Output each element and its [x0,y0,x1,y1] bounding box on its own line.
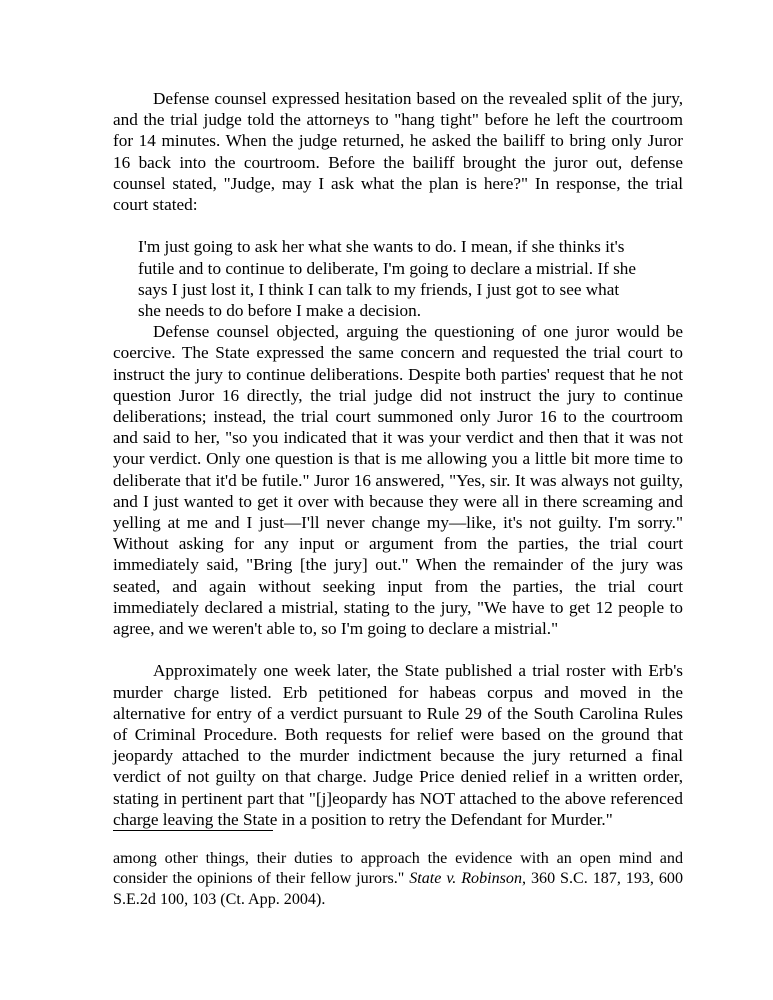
paragraph-defense-counsel-hesitation: Defense counsel expressed hesitation based on the revealed split of the jury, and the trial judge told the attorneys to "hang tight" before he left the courtroom for 14 minutes. When the judge returned, he asked the bailiff to bring only Juror 16 back into the courtroom. Before the bailiff brought the juror out, defense counsel stated, "Judge, may I ask what the plan is here?" In response, the trial court stated: [113,89,683,215]
paragraph-trial-roster-published: Approximately one week later, the State published a trial roster with Erb's murder charge listed. Erb petitioned for habeas corpus and moved in the alternative for entry of a verdict pursuant to Rule 29 of the South Carolina Rules of Criminal Procedure. Both requests for relief were based on the ground that jeopardy attached to the murder indictment because the jury returned a final verdict of not guilty on that charge. Judge Price denied relief in a written order, stating in pertinent part that "[j]eopardy has NOT attached to the above referenced charge leaving the State in a position to retry the Defendant for Murder." [113,661,683,829]
page-body-content [113,88,683,830]
paragraph-defense-counsel-objected: Defense counsel objected, arguing the questioning of one juror would be coercive. The State expressed the same concern and requested the trial court to instruct the jury to continue deliberations. Despite both parties' request that he not question Juror 16 directly, the trial judge did not instruct the jury to continue deliberations; instead, the trial court summoned only Juror 16 to the courtroom and said to her, "so you indicated that it was your verdict and then that it was not your verdict. Only one question is that is me allowing you a little bit more time to deliberate that it'd be futile." Juror 16 answered, "Yes, sir. It was always not guilty, and I just wanted to get it over with because they were all in there screaming and yelling at me and I just—I'll never change my—like, it's not guilty. I'm sorry." Without asking for any input or argument from the parties, the trial court immediately said, "Bring [the jury] out." When the remainder of the jury was seated, and again without seeking input from the parties, the trial court immediately declared a mistrial, stating to the jury, "We have to get 12 people to agree, and we weren't able to, so I'm going to declare a mistrial." [113,322,683,639]
footnote-case-citation-name: State v. Robinson [409,870,523,888]
footnote-text-lead: among other things, their duties to approach the evidence with an open mind and consider the opinions of their fellow jurors." [113,850,683,888]
footnote-separator-rule [113,830,273,831]
footnote-section [113,830,683,910]
blockquote-trial-court-statement [138,236,637,321]
footnote-text [113,849,683,910]
footnote-citation-reporter: , 360 S.C. 187, 193, 600 S.E.2d 100, 103 (Ct. App. 2004). [113,870,683,908]
blockquote-text: I'm just going to ask her what she wants to do. I mean, if she thinks it's futile and to continue to deliberate, I'm going to declare a mistrial. If she says I just lost it, I think I can talk to my friends, I just got to see what she needs to do before I make a decision. [138,237,637,321]
